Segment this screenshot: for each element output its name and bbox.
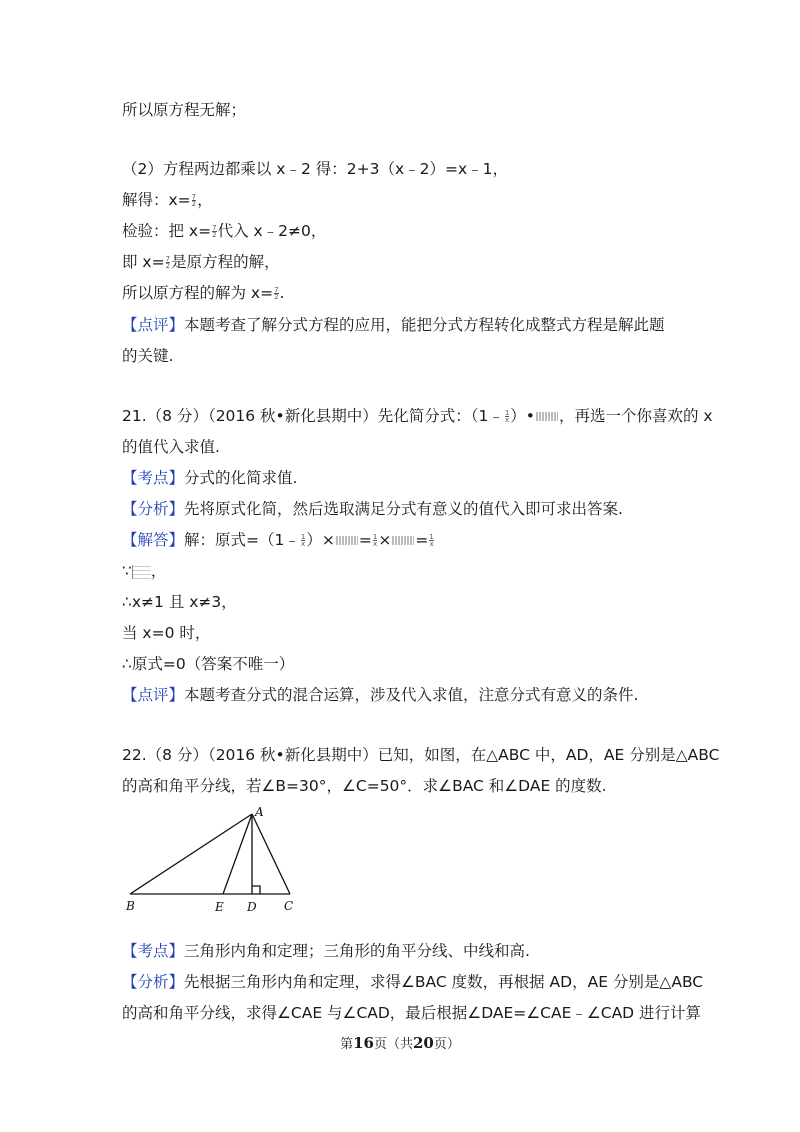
- text-line: ∵ ，: [122, 562, 167, 580]
- label-c: C: [284, 899, 294, 913]
- solution-tag: 【解答】: [122, 531, 185, 549]
- fraction: $\frac{1}{x}$: [429, 533, 434, 548]
- label-b: B: [126, 899, 135, 913]
- text-line: 所以原方程无解；: [122, 101, 247, 119]
- text-line: 【分析】先将原式化简，然后选取满足分式有意义的值代入即可求出答案.: [122, 500, 623, 518]
- text-line: 当 x=0 时，: [122, 624, 211, 642]
- analysis-tag: 【分析】: [122, 973, 185, 991]
- blurred-fraction: [336, 536, 358, 545]
- segment-ab: [130, 814, 252, 894]
- comment-tag: 【点评】: [122, 686, 185, 704]
- text-line: 【解答】解：原式=（1﹣ $\frac{1}{x}$ ）× = $\frac{1}{x}$ × = $\frac{1}{x}$: [122, 531, 434, 549]
- fraction: $\frac{1}{x}$: [504, 409, 510, 424]
- comment-tag: 【点评】: [122, 316, 185, 334]
- text-line: 即 x= $\frac{7}{2}$ 是原方程的解，: [122, 253, 280, 271]
- brace-system: [132, 565, 151, 579]
- text-line: 的关键.: [122, 347, 174, 365]
- topic-tag: 【考点】: [122, 942, 185, 960]
- text-line: 的高和角平分线，若∠B=30°，∠C=50°．求∠BAC 和∠DAE 的度数.: [122, 777, 607, 795]
- fraction: $\frac{7}{2}$: [191, 193, 197, 208]
- text-line: 【考点】分式的化简求值.: [122, 469, 298, 487]
- text-line: 的值代入求值.: [122, 438, 220, 456]
- question-21: 21.（8 分）（2016 秋•新化县期中）先化简分式：（1﹣ $\frac{1}{x}$ ）• ，再选一个你喜欢的 x: [122, 407, 713, 425]
- text-line: ∴x≠1 且 x≠3，: [122, 593, 237, 611]
- right-angle-mark: [252, 886, 260, 894]
- segment-ac: [252, 814, 290, 894]
- text-line: 检验：把 x= $\frac{7}{2}$ 代入 x﹣2≠0，: [122, 222, 327, 240]
- blurred-fraction: [536, 412, 558, 421]
- text-line: 【点评】本题考查分式的混合运算，涉及代入求值，注意分式有意义的条件.: [122, 686, 639, 704]
- label-d: D: [247, 900, 257, 914]
- page-footer: 第16页（共20页）: [340, 1034, 460, 1052]
- label-e: E: [215, 900, 224, 914]
- fraction: $\frac{7}{2}$: [274, 286, 279, 301]
- topic-tag: 【考点】: [122, 469, 185, 487]
- segment-ae: [223, 814, 252, 894]
- text-line: ∴原式=0（答案不唯一）: [122, 655, 295, 673]
- text-line: 【分析】先根据三角形内角和定理，求得∠BAC 度数，再根据 AD，AE 分别是△ABC: [122, 973, 704, 991]
- fraction: $\frac{1}{x}$: [300, 533, 306, 548]
- text-line: 【点评】本题考查了解分式方程的应用，能把分式方程转化成整式方程是解此题: [122, 316, 665, 334]
- text-line: 所以原方程的解为 x= $\frac{7}{2}$ .: [122, 284, 285, 302]
- blurred-fraction: [392, 536, 414, 545]
- label-a: A: [255, 805, 264, 819]
- text-line: 【考点】三角形内角和定理；三角形的角平分线、中线和高.: [122, 942, 530, 960]
- fraction: $\frac{7}{2}$: [165, 255, 171, 270]
- text-line: （2）方程两边都乘以 x﹣2 得：2+3（x﹣2）=x﹣1，: [122, 160, 509, 178]
- text-line: 解得：x= $\frac{7}{2}$ ，: [122, 191, 213, 209]
- text-line: 的高和角平分线，求得∠CAE 与∠CAD，最后根据∠DAE=∠CAE﹣∠CAD 进行计算: [122, 1004, 702, 1022]
- analysis-tag: 【分析】: [122, 500, 185, 518]
- fraction: $\frac{7}{2}$: [212, 224, 217, 239]
- fraction: $\frac{1}{x}$: [372, 533, 378, 548]
- question-22: 22.（8 分）（2016 秋•新化县期中）已知，如图，在△ABC 中，AD，AE 分别是△ABC: [122, 746, 720, 764]
- triangle-diagram: [118, 802, 318, 920]
